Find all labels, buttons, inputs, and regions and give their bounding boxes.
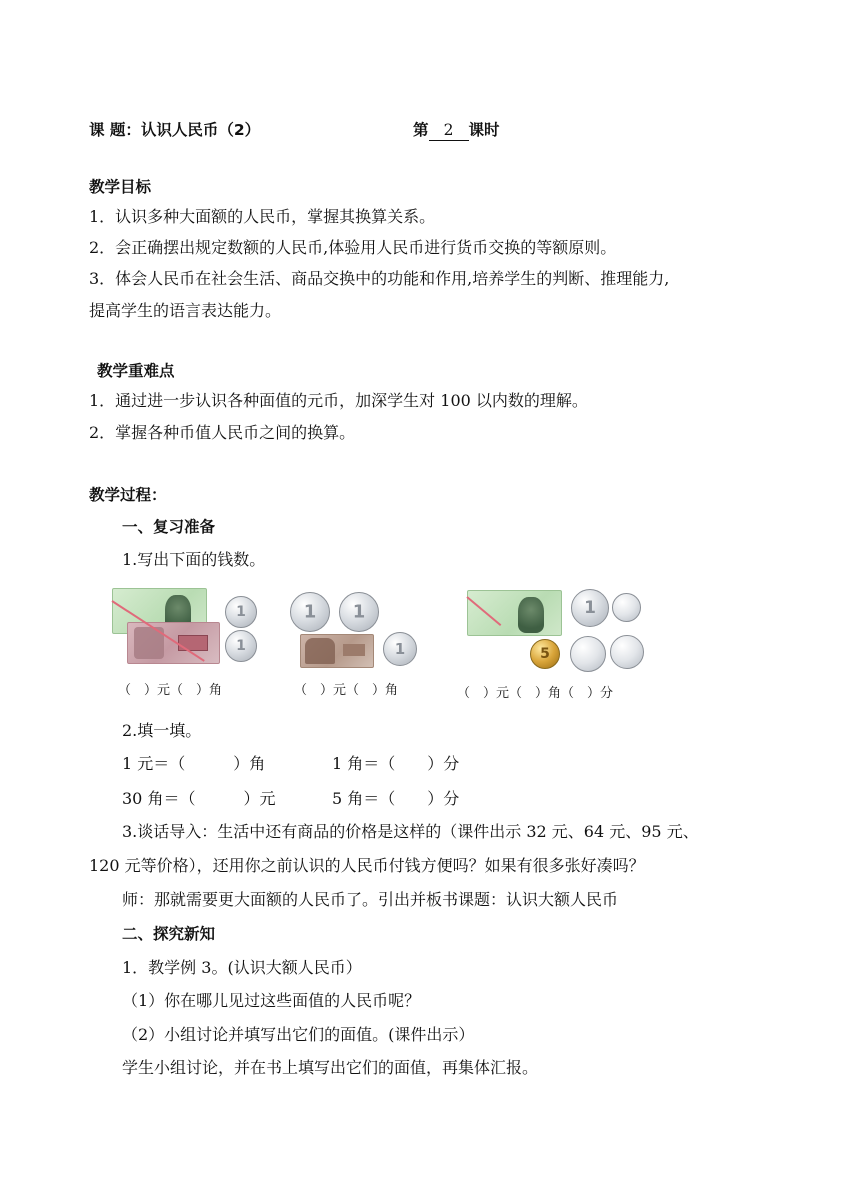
one-yuan-note: [467, 590, 562, 636]
section-explore-heading: 二、探究新知: [122, 925, 216, 943]
one-yuan-coin: 1: [571, 589, 609, 627]
key-point-item: 1．通过进一步认识各种面值的元币，加深学生对 100 以内数的理解。: [89, 391, 588, 410]
goal-item: 2．会正确摆出规定数额的人民币,体验用人民币进行货币交换的等额原则。: [89, 238, 617, 257]
figures-image: [305, 638, 335, 664]
lesson-number-line: [413, 120, 500, 141]
one-jiao-note: [300, 634, 374, 668]
answer-blank-2[interactable]: （ ）元（ ）角: [294, 683, 399, 698]
question-3-line1: 3.谈话导入：生活中还有商品的价格是这样的（课件出示 32 元、64 元、95 元、: [122, 822, 699, 841]
one-yuan-coin: 1: [383, 632, 417, 666]
question-2: 2.填一填。: [122, 721, 202, 740]
question-3-line2: 120 元等价格），还用你之前认识的人民币付钱方便吗？如果有很多张好凑吗？: [89, 856, 645, 875]
key-point-item: 2．掌握各种币值人民币之间的换算。: [89, 423, 356, 442]
example-question-2: （2）小组讨论并填写出它们的面值。(课件出示）: [122, 1025, 475, 1044]
lesson-prefix: 第: [413, 121, 429, 139]
five-jiao-coin: 5: [530, 639, 560, 669]
one-yuan-coin: 1: [225, 596, 257, 628]
one-yuan-coin: 1: [225, 630, 257, 662]
fen-coin: [570, 636, 606, 672]
goal-item: 1．认识多种大面额的人民币，掌握其换算关系。: [89, 207, 436, 226]
lesson-suffix: 课时: [468, 121, 500, 139]
goals-heading: 教学目标: [89, 178, 152, 196]
key-points-heading: 教学重难点: [97, 362, 175, 380]
fill-row1-right[interactable]: 1 角＝（ ）分: [332, 754, 460, 773]
portrait-image: [518, 597, 544, 633]
one-yuan-coin: 1: [290, 592, 330, 632]
section-review-heading: 一、复习准备: [122, 518, 216, 536]
fill-row2-left[interactable]: 30 角＝（ ）元: [122, 789, 276, 808]
question-1: 1.写出下面的钱数。: [122, 550, 266, 569]
answer-blank-1[interactable]: （ ）元（ ）角: [118, 683, 223, 698]
example-note: 学生小组讨论，并在书上填写出它们的面值，再集体汇报。: [122, 1058, 539, 1077]
five-jiao-note: [127, 622, 220, 664]
one-yuan-coin: 1: [339, 592, 379, 632]
goal-item: 提高学生的语言表达能力。: [89, 301, 282, 320]
answer-blank-3[interactable]: （ ）元（ ）角（ ）分: [457, 686, 614, 701]
fen-coin: [612, 593, 641, 622]
teacher-line: 师：那就需要更大面额的人民币了。引出并板书课题：认识大额人民币: [122, 890, 619, 909]
denomination-panel: [343, 644, 365, 656]
lesson-number: 2: [429, 120, 469, 141]
lesson-topic: 课 题：认识人民币（2）: [89, 121, 261, 139]
example-title: 1．教学例 3。(认识大额人民币）: [122, 958, 362, 977]
example-question-1: （1）你在哪儿见过这些面值的人民币呢？: [122, 991, 421, 1010]
goal-item: 3．体会人民币在社会生活、商品交换中的功能和作用,培养学生的判断、推理能力,: [89, 269, 670, 288]
fill-row2-right[interactable]: 5 角＝（ ）分: [332, 789, 460, 808]
fill-row1-left[interactable]: 1 元＝（ ）角: [122, 754, 266, 773]
process-heading: 教学过程：: [89, 486, 167, 504]
fen-coin: [610, 635, 644, 669]
